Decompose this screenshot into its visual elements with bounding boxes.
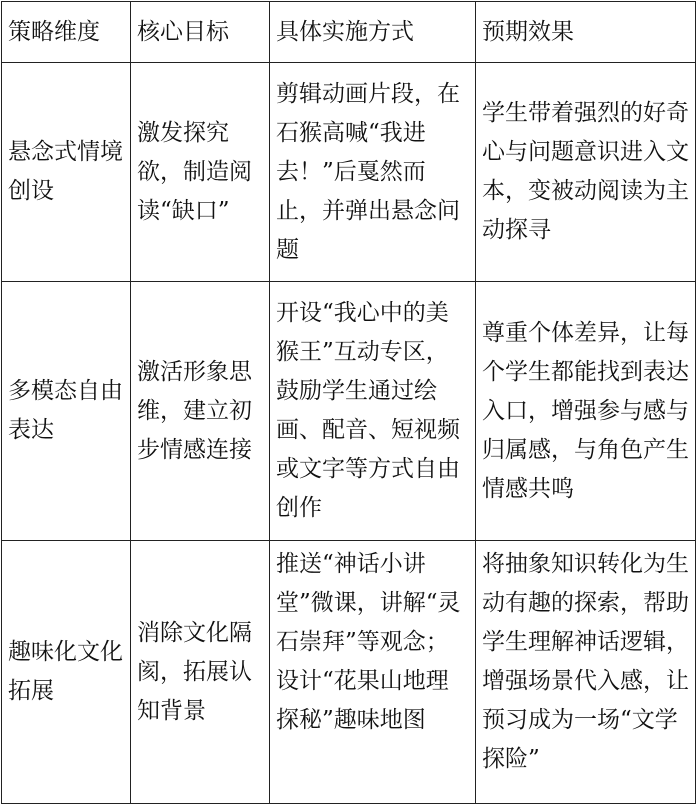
cell-method: 剪辑动画片段，在石猴高喊“我进去！”后戛然而止，并弹出悬念问题 bbox=[270, 63, 476, 282]
cell-effect: 尊重个体差异，让每个学生都能找到表达入口，增强参与感与归属感，与角色产生情感共鸣 bbox=[476, 282, 696, 541]
cell-dimension: 趣味化文化拓展 bbox=[2, 541, 131, 804]
table-row bbox=[2, 63, 696, 282]
cell-effect: 将抽象知识转化为生动有趣的探索，帮助学生理解神话逻辑，增强场景代入感，让预习成为一场“文学探险” bbox=[476, 541, 696, 804]
strategy-table bbox=[1, 1, 696, 804]
cell-effect: 学生带着强烈的好奇心与问题意识进入文本，变被动阅读为主动探寻 bbox=[476, 63, 696, 282]
header-goal: 核心目标 bbox=[131, 2, 270, 63]
table-row bbox=[2, 541, 696, 804]
cell-goal: 激活形象思维，建立初步情感连接 bbox=[131, 282, 270, 541]
cell-dimension: 悬念式情境创设 bbox=[2, 63, 131, 282]
table-row bbox=[2, 282, 696, 541]
header-effect: 预期效果 bbox=[476, 2, 696, 63]
cell-goal: 消除文化隔阂，拓展认知背景 bbox=[131, 541, 270, 804]
header-dimension: 策略维度 bbox=[2, 2, 131, 63]
cell-method: 推送“神话小讲堂”微课，讲解“灵石崇拜”等观念；设计“花果山地理探秘”趣味地图 bbox=[270, 541, 476, 804]
cell-goal: 激发探究欲，制造阅读“缺口” bbox=[131, 63, 270, 282]
table-header-row bbox=[2, 2, 696, 63]
cell-dimension: 多模态自由表达 bbox=[2, 282, 131, 541]
cell-method: 开设“我心中的美猴王”互动专区，鼓励学生通过绘画、配音、短视频或文字等方式自由创作 bbox=[270, 282, 476, 541]
header-method: 具体实施方式 bbox=[270, 2, 476, 63]
